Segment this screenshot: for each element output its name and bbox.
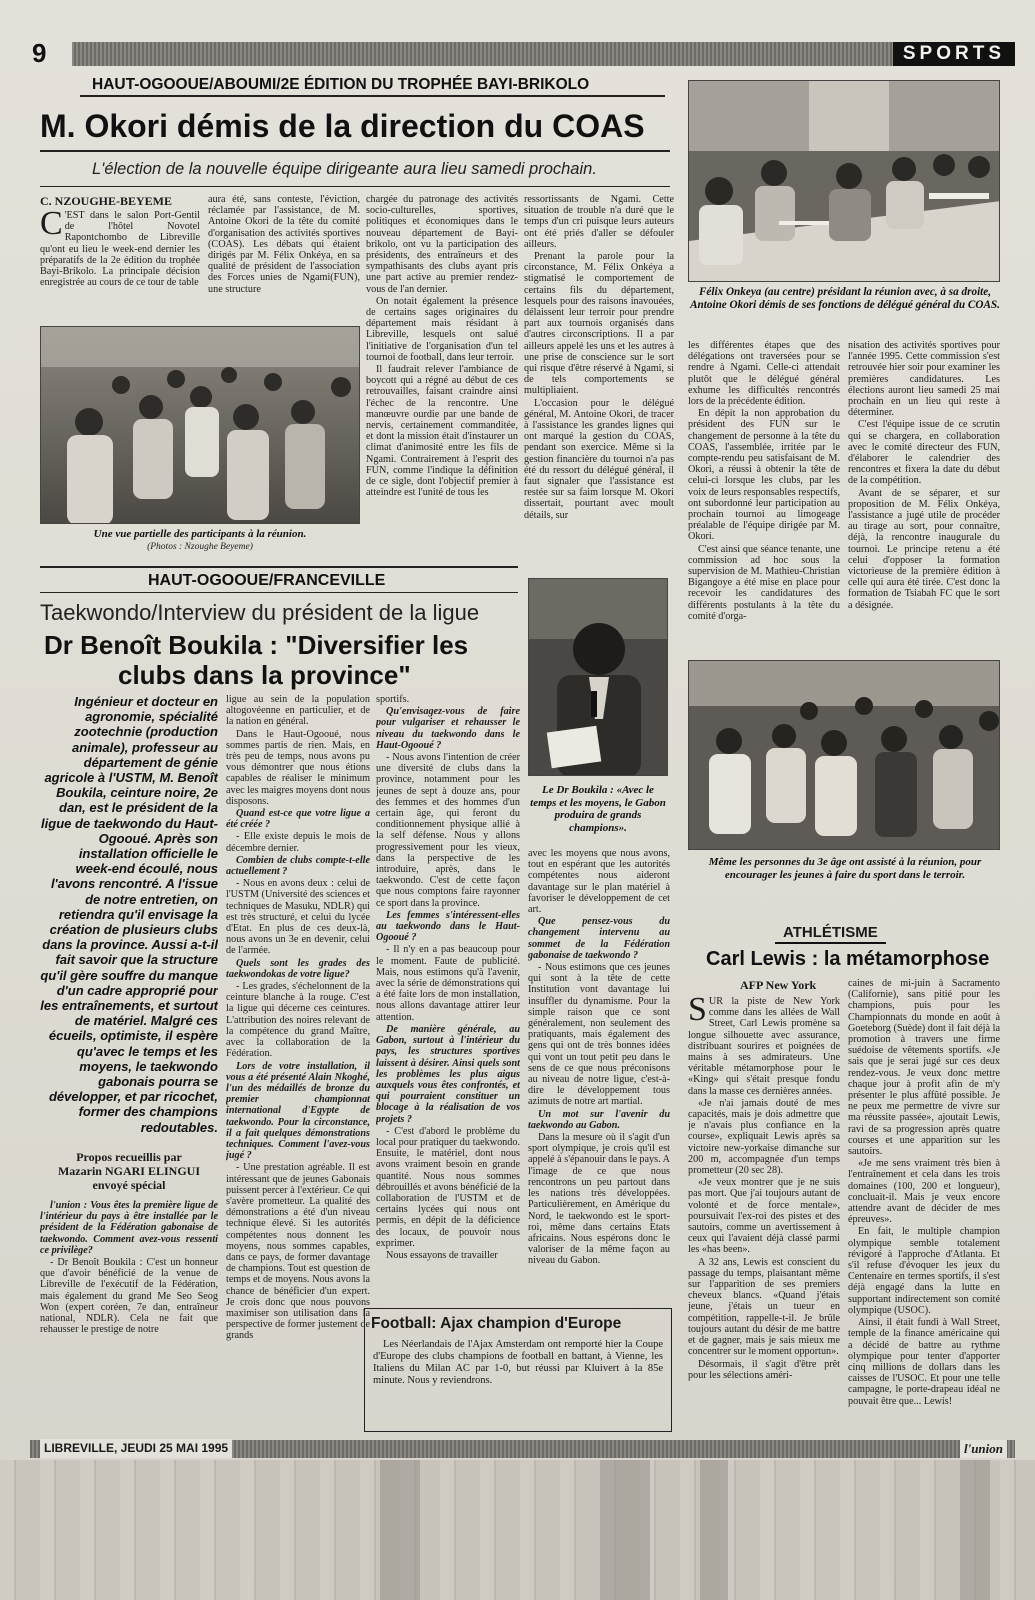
signoff-line2: Mazarin NGARI ELINGUI bbox=[57, 1164, 200, 1178]
article2-kicker: HAUT-OGOOUE/FRANCEVILLE bbox=[148, 572, 386, 589]
article2-col-b-p3: Quand est-ce que votre ligue a été créée ? bbox=[226, 808, 370, 831]
article2-intro: Ingénieur et docteur en agronomie, spécialité zootechnie (production animale), professeur au département de génie agricole à l'USTM, M. Benoît Boukila, ceinture noire, 2e dan, est le président de la ligue de taekwondo du Haut-Ogooué. Après son installation officielle le week-end écoulé, nous l'avons rencontré. A l'issue de notre entretien, on retiendra qu'il envisage la création de plusieurs clubs dans la province. Aussi a-t-il fait savoir que la structure qu'il gère souffre du manque d'un cadre approprié pour les entraînements, et surtout de matériel. Malgré ces écueils, optimiste, il espère qu'avec le temps et les moyens, le taekwondo gabonais pourra se développer, et par ricochet, former des champions redoutables. bbox=[40, 694, 218, 1135]
article1-col2 bbox=[208, 194, 360, 322]
divider bbox=[40, 566, 518, 568]
article3-col1 bbox=[688, 996, 840, 1434]
article2-col-b-p4: - Elle existe depuis le mois de décembre dernier. bbox=[226, 831, 370, 854]
article1-col5-p2: En dépit la non approbation du président des FUN sur le changement de personne à la tête du COAS, l'assemblée, irritée par le compte-rendu peu satisfaisant de M. Okori, a réussi à obtenir la tête de celui-ci lorsque les clubs, par les voix de leurs responsables respectifs, ont subordonné leur participation au prochain tournoi au limogeage préalable de l'équipe dirigée par M. Okori. bbox=[688, 408, 840, 543]
article2-col-d-p3: - Nous estimons que ces jeunes qui sont à la tête de cette Institution vont davantage lui insuffler du dynamisme. Pour la simple raison que ce sont généralement, non seulement des pratiquants, mais également des gens qui ont de très bonnes idées qui vont un tout petit peu dans le sens de ce que nous préconisons au niveau de notre ligue, c'est-à-dire le développement tous azimuts de notre art martial. bbox=[528, 962, 670, 1108]
article1-col6-p3: Avant de se séparer, et sur proposition de M. Félix Onkéya, l'assistance a jugé utile de procéder au tirage au sort, pour connaître, déjà, la rencontre inaugurale du tournoi. Le principe retenu a été celui d'opposer la formation victorieuse de la première édition à celle qui aura été tirée. C'est donc la formation de Tsiabah FC que le sort a désignée. bbox=[848, 487, 1000, 611]
article3-col1-p4: A 32 ans, Lewis est conscient du passage du temps, plaisantant même sur l'apparition de ses premiers cheveux blancs. «Quand j'étais jeune, j'étais un tueur en compétition, rappelle-t-il. Je brûle toujours autant du désir de me battre et de gagner, mais je sais mieux me concentrer sur le moment opportun». bbox=[688, 1256, 840, 1358]
article2-col-a-p2: - Dr Benoît Boukila : C'est un honneur que d'avoir bénéficié de la venue de Libreville de l'exécutif de la Fédération, mais également du grand Me Seo Seog Won (expert coréen, 7e dan, entraîneur national, NDLR). Cela ne fait que rehausser le prestige de notre bbox=[40, 1257, 218, 1336]
photo-elders bbox=[688, 660, 1000, 850]
article2-col-b-p2: Dans le Haut-Ogooué, nous sommes partis de rien. Mais, en très peu de temps, nous avons pu vous démontrer que nous étions capables de réaliser le minimum avec les maigres moyens dont nous disposons. bbox=[226, 728, 370, 807]
article2-col-b bbox=[226, 694, 370, 1436]
boukila-image bbox=[529, 579, 668, 776]
article2-col-b-p9: Lors de votre installation, il vous a été présenté Alain Nkoghé, l'un des médaillés de bronze du premier championnat international d'Egypte de taekwondo. Pour la circonstance, il a fait quelques démonstrations techniques. Comment l'avez-vous jugé ? bbox=[226, 1060, 370, 1162]
photo-boukila-caption: Le Dr Boukila : «Avec le temps et les moyens, le Gabon produira de grands champions». bbox=[530, 784, 666, 834]
article2-headline-line1: Dr Benoît Boukila : "Diversifier les bbox=[44, 630, 469, 660]
signoff-line3: envoyé spécial bbox=[92, 1178, 166, 1192]
article1-col2-text: aura été, sans conteste, l'éviction, réclamée par l'assistance, de M. Antoine Okori de la tête du comité d'organisation des activités sportives (COAS). Les débats qui étaient dirigés par M. Félix Onkéya, en sa qualité de président de l'association des Forces unies de Ngami(FUN), une structure bbox=[208, 194, 360, 295]
article1-byline: C. NZOUGHE-BEYEME bbox=[40, 194, 173, 208]
article1-col1 bbox=[40, 210, 200, 322]
article2-col-c-p5: - Il n'y en a pas beaucoup pour le moment. Faute de publicité. Mais, nous estimons qu'à l'avenir, avec la série de démonstrations qui a été faite lors de mon installation, nous allons davantage attirer leur attention. bbox=[376, 944, 520, 1023]
elders-image bbox=[689, 661, 1000, 850]
participants-image bbox=[41, 327, 360, 524]
football-brief-title: Football: Ajax champion d'Europe bbox=[371, 1315, 622, 1332]
article1-col4-p2: Prenant la parole pour la circonstance, M. Félix Onkéya a stigmatisé le comportement de certains fils du département, lesquels pour des raisons inavouées, délaissent leur terroir pour prendre part aux tournois organisés dans d'autres circonscriptions. Il a par ailleurs appelé les uns et les autres à une prise de conscience sur le sort qui risque d'être réservé à Ngami, si de tels comportements se multipliaient. bbox=[524, 251, 674, 397]
article3-kicker: ATHLÉTISME bbox=[775, 922, 886, 944]
divider bbox=[40, 150, 670, 152]
article1-col3-p2: On notait également la présence de certains sages originaires du département mais résidant à Libreville, lesquels ont salué l'initiative de l'organisation d'un tel tournoi de football, dans leur terroir. bbox=[366, 295, 518, 363]
photo-participants bbox=[40, 326, 360, 524]
article3-col2-p3: En fait, le multiple champion olympique semble totalement révigoré à l'approche d'Atlanta. Et s'il refuse d'évoquer les jeux du Centenaire en termes sportifs, il s'est déjà engagé dans la lutte en supportant indirectement son comité olympique (USOC). bbox=[848, 1226, 1000, 1316]
page-number: 9 bbox=[30, 38, 72, 68]
photo-boukila bbox=[528, 578, 668, 776]
photo-meeting-caption: Félix Onkeya (au centre) présidant la réunion avec, à sa droite, Antoine Okori démis de ses fonctions de délégué général du COAS. bbox=[690, 286, 1000, 311]
article2-col-d-p5: Dans la mesure où il s'agit d'un sport olympique, je crois qu'il est appelé à s'épanouir dans le pays. A l'image de ce que nous rencontrons un peu partout dans les nations très développées. Particulièrement, en Amérique du Nord, le taekwondo est le sport-roi, même dans certains Etats africains. Nous espérons donc le valoriser de la même façon au niveau du Gabon. bbox=[528, 1132, 670, 1267]
article2-col-c-p6: De manière générale, au Gabon, surtout à l'intérieur du pays, les structures sportives laissent à désirer. Ainsi quels sont les problèmes les plus aigus auxquels vous êtes confrontés, et qui pourraient constituer un blocage à la réalisation de vos projets ? bbox=[376, 1023, 520, 1125]
article2-col-c-p8: Nous essayons de travailler bbox=[386, 1249, 498, 1261]
article2-col-c-p3: - Nous avons l'intention de créer une diversité de clubs dans la province, notamment pour les jeunes de sept à douze ans, pour des femmes et des hommes d'un certain âge, qui feront du conditionnement physique allié à la self défense. Nous y allons progressivement pour les vieux, dans la perspective de les introduire, après, dans le taekwondo. C'est de cette façon que nous comptons faire rayonner ce sport dans la province. bbox=[376, 752, 520, 909]
article1-col3 bbox=[366, 194, 518, 554]
article1-col4 bbox=[524, 194, 674, 554]
meeting-image bbox=[689, 81, 1000, 282]
signoff-line1: Propos recueillis par bbox=[76, 1150, 182, 1164]
article2-col-d-p4: Un mot sur l'avenir du taekwondo au Gabon. bbox=[528, 1108, 670, 1131]
article2-col-b-p10: - Une prestation agréable. Il est intéressant que de jeunes Gabonais puissent percer à l'extérieur. Ce qui s'avère prometteur. La qualité des démonstrations a été d'un niveau technique élevé. Si les autorités compétentes nous donnent les moyens, nous sommes capables, dans ce pays, de former davantage de champions. Tout est question de temps et de moyens. Nous avons la chance de bénéficier d'un expert. Je crois donc que nous pouvons maximiser son utilisation dans la perspective de former justement de grands bbox=[226, 1162, 370, 1342]
article1-col4-p3: L'occasion pour le délégué général, M. Antoine Okori, de tracer à l'assistance les grandes lignes qui ont marqué la gestion du COAS, pendant son exercice. Même si la gestion financière du tournoi n'a pas été du ressort du délégué général, il faut signaler que l'assistance est restée sur sa faim lorsque M. Okori dissertait, pourtant avec moult détails, sur bbox=[524, 397, 674, 521]
article2-col-b-p1: ligue au sein de la population altogovéenne en particulier, et de la nation en général. bbox=[226, 694, 370, 728]
photo-elders-caption: Même les personnes du 3e âge ont assisté à la réunion, pour encourager les jeunes à faire du sport dans le terroir. bbox=[708, 856, 982, 881]
article2-headline-line2: clubs dans la province" bbox=[118, 660, 411, 690]
article1-col6-p2: C'est l'équipe issue de ce scrutin qui se chargera, en collaboration avec le comité directeur des FUN, d'élaborer le calendrier des rencontres et fixera la date du début de la compétition. bbox=[848, 419, 1000, 487]
article3-col2-p4: Ainsi, il était fundi à Wall Street, temple de la finance américaine qui a décidé de battre au rythme olympique pour tenter d'apporter cinq millions de dollars dans les caisses de l'USOC. Et pour une telle campagne, le porte-drapeau idéal ne pouvait être que... Lewis! bbox=[848, 1317, 1000, 1407]
divider bbox=[80, 95, 665, 97]
article3-col1-p2: «Je n'ai jamais douté de mes capacités, mais je dois admettre que je n'avais plus confiance en la course», expliquait Lewis après sa victoire new-yorkaise dimanche sur 200 m, accompagnée d'un temps prometteur (20 sec 28). bbox=[688, 1097, 840, 1177]
article2-subtitle: Taekwondo/Interview du président de la ligue bbox=[40, 600, 480, 625]
footer-paper-name: l'union bbox=[960, 1440, 1007, 1458]
article2-col-d bbox=[528, 848, 670, 1290]
article2-col-b-p7: Quels sont les grades des taekwondokas de votre ligue? bbox=[226, 957, 370, 980]
article1-kicker: HAUT-OGOOUE/ABOUMI/2E ÉDITION DU TROPHÉE BAYI-BRIKOLO bbox=[92, 76, 590, 93]
football-brief-text: Les Néerlandais de l'Ajax Amsterdam ont remporté hier la Coupe d'Europe des clubs champions de football en battant, à Vienne, les Italiens du Milan AC par 1-0, but réussi par Kluivert à la 85e minute. Nous y reviendrons. bbox=[373, 1339, 663, 1386]
article3-col1-p1-text: UR la piste de New York comme dans les allées de Wall Street, Carl Lewis promène sa longue silhouette avec assurance, distribuant sourires et poignées de mains à ses admirateurs. Une véritable métamorphose pour le «King» qui s'était presque fondu dans la masse ces dernières années. bbox=[688, 996, 840, 1097]
article1-col3-p3: Il faudrait relever l'ambiance de boycott qui a régné au début de ces retrouvailles, faisant craindre ainsi l'échec de la rencontre. Une manœuvre ourdie par une bande de nervis, certainement commanditée, et dont la mission était d'instaurer un climat d'animosité entre les fils de Ngami. Contrairement à l'esprit des FUN, comme l'indique la définition de ce sigle, dont l'objectif premier à atteindre est l'unité de tous les bbox=[366, 364, 518, 499]
article2-col-d-p2: Que pensez-vous du changement intervenu au sommet de la Fédération gabonaise de taekwondo ? bbox=[528, 916, 670, 961]
article3-col1-p1 bbox=[688, 996, 840, 1097]
article2-col-c bbox=[376, 694, 520, 1384]
footer-date: LIBREVILLE, JEUDI 25 MAI 1995 bbox=[40, 1439, 232, 1458]
article2-signoff bbox=[40, 1150, 218, 1192]
section-label: SPORTS bbox=[893, 42, 1015, 66]
article1-col5-p3: C'est ainsi que séance tenante, une commission ad hoc sous la supervision de M. Mathieu-Christian Bigangoye a été mise en place pour recevoir les candidatures des différents postulants à la tête du comité d'orga- bbox=[688, 543, 840, 622]
divider bbox=[40, 186, 670, 187]
article2-col-b-p6: - Nous en avons deux : celui de l'USTM (Université des sciences et techniques de Masuku, NDLR) qui est très structuré, et celui du lycée d'Etat. En plus de ces deux-là, nous avons un 3e en devenir, celui de l'armée. bbox=[226, 878, 370, 957]
article2-col-c-p7: - C'est d'abord le problème du local pour pratiquer du taekwondo. Ensuite, le matériel, dont nous avons vraiment besoin en grande quantité. Nous nous sommes débrouillés et avons bénéficié de la collaboration de l'USTM et de certains lycées qui nous ont permis, en dépit de la déficience des locaux, de pouvoir nous exprimer. bbox=[376, 1125, 520, 1249]
article2-col-c-p2: Qu'envisagez-vous de faire pour vulgariser et rehausser le niveau du taekwondo dans le Haut-Ogooué ? bbox=[376, 706, 520, 751]
article1-col5-p1: les différentes étapes que des délégations ont traversées pour se rendre à Ngami. Celle-ci attendait plutôt que le délégué général exhume les difficultés rencontrés lors de la précédente édition. bbox=[688, 340, 840, 408]
photo-participants-caption: Une vue partielle des participants à la réunion. bbox=[93, 528, 307, 540]
article2-col-a-p1: l'union : Vous êtes la première ligue de l'intérieur du pays à être installée par le président de la Fédération gabonaise de taekwondo. Comment avez-vous ressenti ce privilège? bbox=[40, 1200, 218, 1256]
photo-credit: (Photos : Nzoughe Beyeme) bbox=[147, 542, 253, 552]
scan-margin bbox=[0, 1460, 1035, 1600]
article1-deck: L'élection de la nouvelle équipe dirigeante aura lieu samedi prochain. bbox=[92, 160, 597, 178]
article3-byline: AFP New York bbox=[740, 978, 817, 992]
article1-col1-text: 'EST dans le salon Port-Gentil de l'hôtel Novotel Rapontchombo de Libreville qu'ont eu lieu le week-end dernier les préparatifs de la 2e édition du trophée Bayi-Brikolo. La principale décision enregistrée au cours de ce tour de table bbox=[40, 210, 200, 289]
article3-col2-p1: caines de mi-juin à Sacramento (Californie), sans pitié pour les champions, puis pour les Championnats du monde en août à Goeteborg (Suède) dont il fait déjà la promotion à travers une firme suédoise de vêtements sportifs. «Je sais que je serai jugé sur ces deux rendez-vous. Je veux donc mettre chaque jour à profit afin de m'y présenter le plus affûté possible. Je ne peux me permettre de vivre sur ma réussite passée», ajoutait Lewis, ravi de sa progression après quatre courses et une apparition sur les sautoirs. bbox=[848, 978, 1000, 1158]
article2-col-b-p8: - Les grades, s'échelonnent de la ceinture blanche à la rouge. C'est la ligue qui décerne ces ceintures. L'attribution des noires relevant de la compétence du grand Maître, avec la collaboration de la Fédération. bbox=[226, 981, 370, 1060]
article1-col5 bbox=[688, 340, 840, 650]
article2-col-a bbox=[40, 1200, 218, 1435]
article3-col2 bbox=[848, 978, 1000, 1434]
photo-meeting bbox=[688, 80, 1000, 282]
article3-col1-p3: «Je veux montrer que je ne suis pas mort. Que j'ai toujours autant de volonté et de force mentale», poursuivait l'ex-roi des pistes et des sautoirs, comme un avertissement à ceux qui l'avaient déjà classé parmi les «has been». bbox=[688, 1177, 840, 1256]
article2-col-d-p1: avec les moyens que nous avons, tout en espérant que les autorités compétentes nous aideront davantage sur le plan matériel à favoriser le développement de cet art. bbox=[528, 848, 670, 916]
article2-col-c-p1: sportifs. bbox=[376, 694, 410, 705]
dropcap: S bbox=[688, 996, 707, 1028]
article3-col2-p2: «Je me sens vraiment très bien à l'entraînement et cela dans les trois domaines (100, 200 et longueur), concluait-il. Mais je veux encore attendre avant de décider de mes épreuves». bbox=[848, 1158, 1000, 1226]
article1-col6 bbox=[848, 340, 1000, 650]
article3-headline: Carl Lewis : la métamorphose bbox=[706, 948, 990, 970]
article2-col-c-p4: Les femmes s'intéressent-elles au taekwondo dans le Haut-Ogooué ? bbox=[376, 909, 520, 944]
header-bar bbox=[30, 42, 1015, 66]
article1-col4-p1: ressortissants de Ngami. Cette situation de trouble n'a duré que le temps d'un cri puisque leurs auteurs ont été priés d'aller se défouler ailleurs. bbox=[524, 194, 674, 250]
divider bbox=[40, 592, 518, 593]
article1-col6-p1: nisation des activités sportives pour l'année 1995. Cette commission s'est retrouvée hier soir pour examiner les premières candidatures. Les élections auront lieu samedi 25 mai prochain en un lieu qui reste à déterminer. bbox=[848, 340, 1000, 419]
dropcap: C bbox=[40, 210, 63, 242]
football-brief-box bbox=[364, 1308, 672, 1432]
article1-col3-p1: chargée du patronage des activités socio-culturelles, sportives, politiques et économiques dans le nouveau département de Bayi-brikolo, ont vu la participation des présidents, des entraîneurs et des sympathisants des clubs ayant pris une part active au premier rendez-vous de l'an dernier. bbox=[366, 194, 518, 295]
article2-col-b-p5: Combien de clubs compte-t-elle actuellement ? bbox=[226, 854, 370, 878]
article3-col1-p5: Désormais, il s'agit d'être prêt pour les sélections améri- bbox=[688, 1358, 840, 1381]
article1-headline: M. Okori démis de la direction du COAS bbox=[40, 108, 645, 144]
